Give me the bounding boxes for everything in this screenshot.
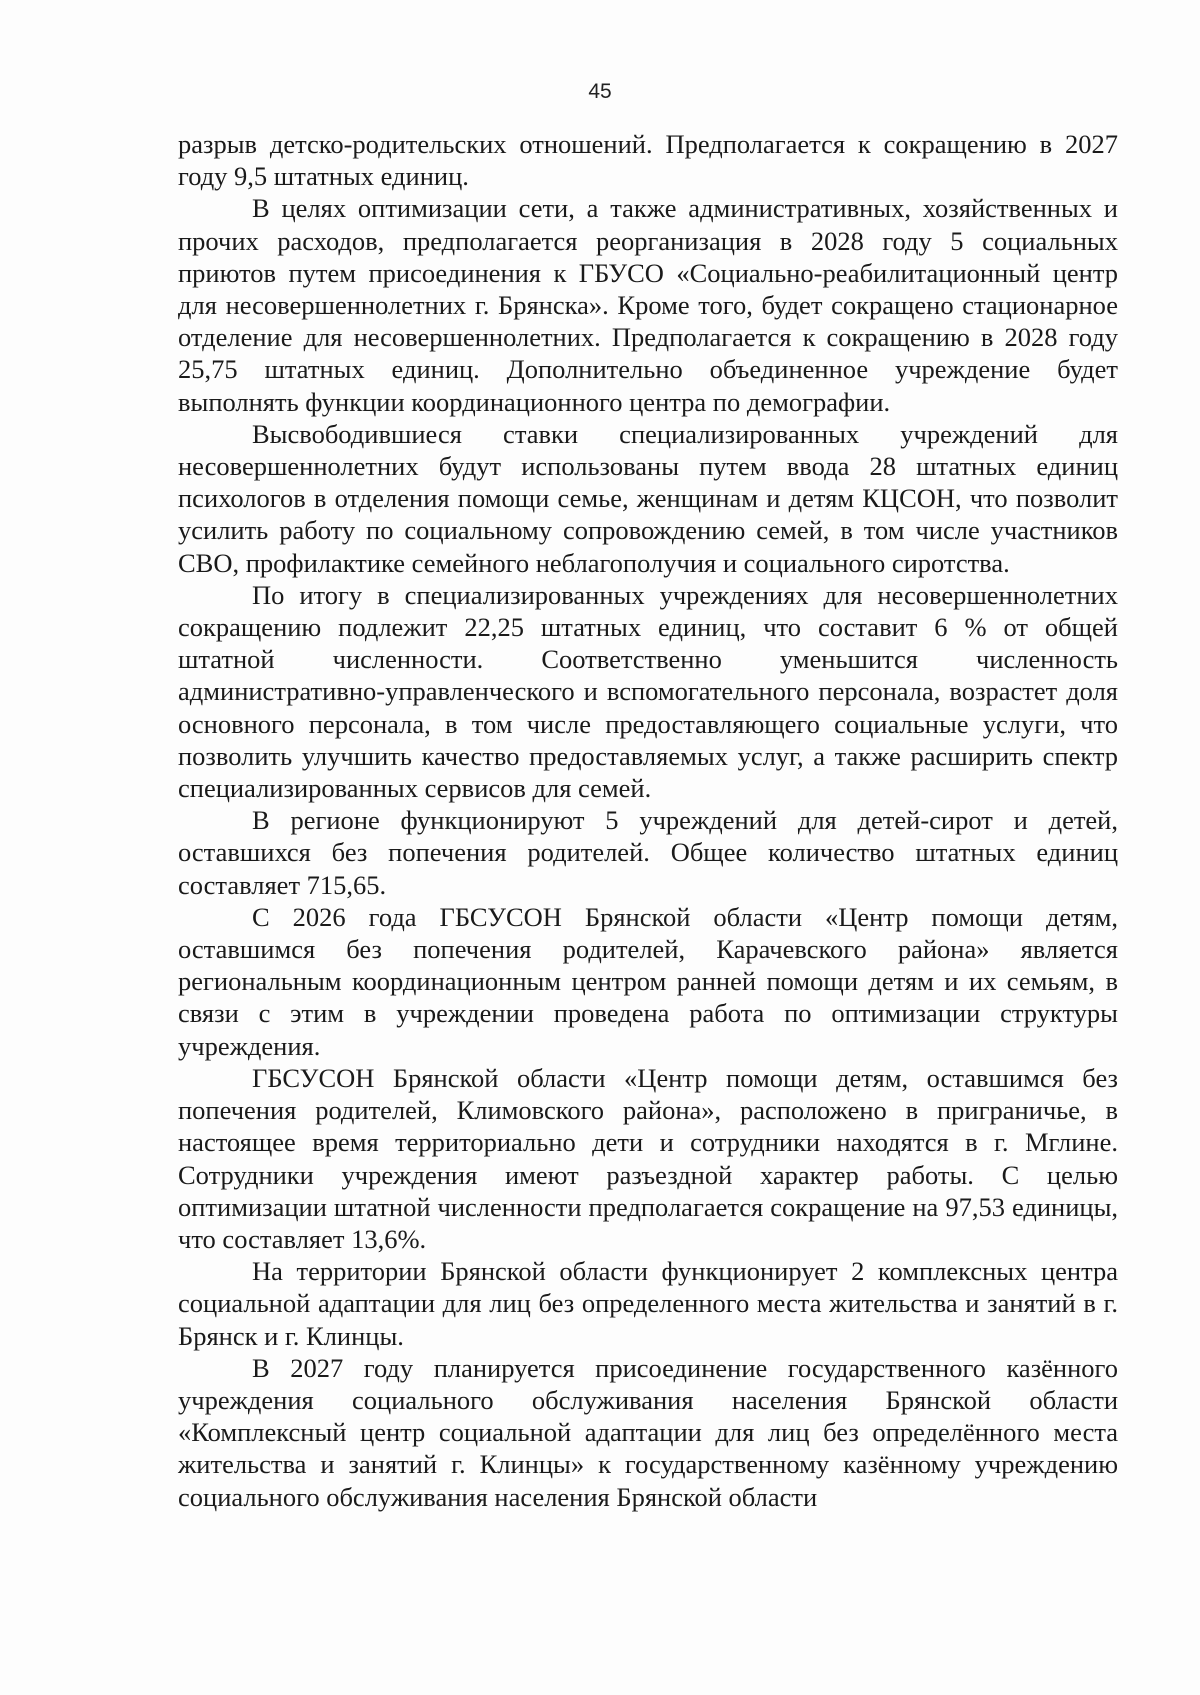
paragraph: С 2026 года ГБСУСОН Брянской области «Центр помощи детям, оставшимся без попечения родителей, Карачевского района» является региональным координационным центром ранней помощи детям и их семьям, в связи с этим в учреждении проведена работа по оптимизации структуры учреждения.: [178, 901, 1118, 1061]
paragraph: ГБСУСОН Брянской области «Центр помощи детям, оставшимся без попечения родителей, Климовского района», расположено в приграничье, в настоящее время территориально дети и сотрудники находятся в г. Мглине. Сотрудники учреждения имеют разъездной характер работы. С целью оптимизации штатной численности предполагается сокращение на 97,53 единицы, что составляет 13,6%.: [178, 1062, 1118, 1254]
paragraph: По итогу в специализированных учреждениях для несовершеннолетних сокращению подлежит 22,25 штатных единиц, что составит 6 % от общей штатной численности. Соответственно уменьшится численность административно-управленческого и вспомогательного персонала, возрастет доля основного персонала, в том числе предоставляющего социальные услуги, что позволить улучшить качество предоставляемых услуг, а также расширить спектр специализированных сервисов для семей.: [178, 579, 1118, 804]
paragraph: В регионе функционируют 5 учреждений для детей-сирот и детей, оставшихся без попечения родителей. Общее количество штатных единиц составляет 715,65.: [178, 805, 1118, 900]
paragraph: В целях оптимизации сети, а также административных, хозяйственных и прочих расходов, предполагается реорганизация в 2028 году 5 социальных приютов путем присоединения к ГБУСО «Социально-реабилитационный центр для несовершеннолетних г. Брянска». Кроме того, будет сокращено стационарное отделение для несовершеннолетних. Предполагается к сокращению в 2028 году 25,75 штатных единиц. Дополнительно объединенное учреждение будет выполнять функции координационного центра по демографии.: [178, 193, 1118, 417]
page-number: 45: [588, 80, 612, 103]
paragraph: разрыв детско-родительских отношений. Предполагается к сокращению в 2027 году 9,5 штатных единиц.: [178, 129, 1118, 192]
paragraph: Высвободившиеся ставки специализированных учреждений для несовершеннолетних будут использованы путем ввода 28 штатных единиц психологов в отделения помощи семье, женщинам и детям КЦСОН, что позволит усилить работу по социальному сопровождению семей, в том числе участников СВО, профилактике семейного неблагополучия и социального сиротства.: [178, 418, 1118, 578]
paragraph: В 2027 году планируется присоединение государственного казённого учреждения социального обслуживания населения Брянской области «Комплексный центр социальной адаптации для лиц без определённого места жительства и занятий г. Клинцы» к государственному казённому учреждению социального обслуживания населения Брянской области: [178, 1352, 1118, 1512]
document-body: [178, 128, 1118, 1513]
paragraph: На территории Брянской области функционирует 2 комплексных центра социальной адаптации для лиц без определенного места жительства и занятий в г. Брянск и г. Клинцы.: [178, 1256, 1118, 1351]
